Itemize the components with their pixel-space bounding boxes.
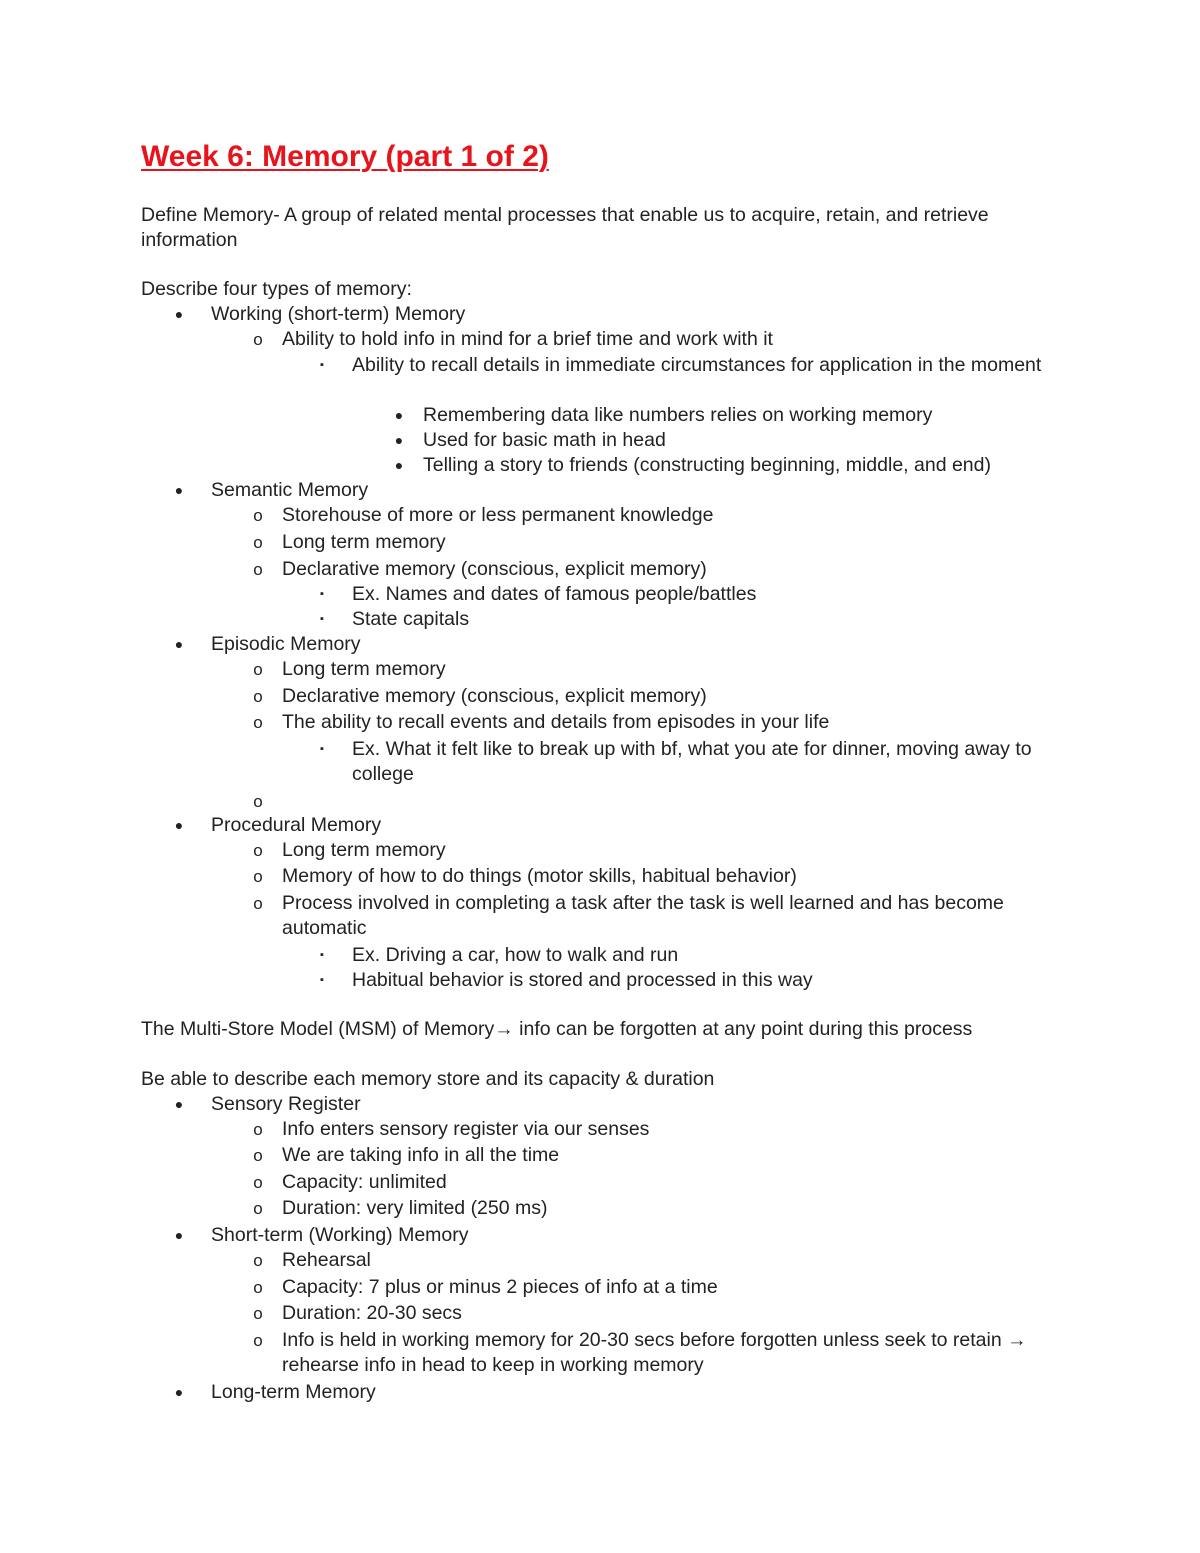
bullet-icon: ●	[174, 1384, 184, 1400]
list-item: ● Used for basic math in head	[423, 428, 666, 453]
list-item: o The ability to recall events and details from episodes in your life	[282, 710, 829, 735]
list-item: o Ability to hold info in mind for a brief time and work with it	[282, 327, 773, 352]
list-item: o We are taking info in all the time	[282, 1143, 559, 1168]
list-item: ▪ State capitals	[352, 607, 469, 632]
circle-bullet-icon: o	[253, 841, 263, 860]
bullet-icon: ●	[174, 482, 184, 498]
square-bullet-icon: ▪	[320, 359, 324, 371]
list-item: o Storehouse of more or less permanent knowledge	[282, 503, 713, 528]
circle-bullet-icon: o	[253, 1278, 263, 1297]
circle-bullet-icon: o	[253, 867, 263, 886]
list-item: o Duration: 20-30 secs	[282, 1301, 462, 1326]
msm-instruction: Be able to describe each memory store and its capacity & duration	[141, 1068, 715, 1090]
square-bullet-icon: ▪	[320, 974, 324, 986]
bullet-icon: ●	[394, 432, 404, 448]
square-bullet-icon: ▪	[320, 949, 324, 961]
list-item: o Process involved in completing a task after the task is well learned and has become automatic	[282, 891, 1022, 941]
circle-bullet-icon: o	[253, 1331, 263, 1350]
list-item: ▪ Ex. Driving a car, how to walk and run	[352, 943, 678, 968]
circle-bullet-icon: o	[253, 1304, 263, 1323]
circle-bullet-icon: o	[253, 1173, 263, 1192]
arrow-right-icon: →	[1007, 1329, 1027, 1351]
circle-bullet-icon: o	[253, 713, 263, 732]
four-types-heading: Describe four types of memory:	[141, 278, 412, 300]
list-item: ● Long-term Memory	[211, 1380, 376, 1405]
list-item: ● Sensory Register	[211, 1092, 361, 1117]
circle-bullet-icon: o	[253, 1120, 263, 1139]
list-item: o Long term memory	[282, 530, 446, 555]
circle-bullet-icon: o	[253, 1146, 263, 1165]
bullet-icon: ●	[174, 636, 184, 652]
circle-bullet-icon: o	[253, 894, 263, 913]
list-item: o Long term memory	[282, 838, 446, 863]
list-item: ● Semantic Memory	[211, 478, 368, 503]
square-bullet-icon: ▪	[320, 743, 324, 755]
list-item: ● Working (short-term) Memory	[211, 302, 465, 327]
circle-bullet-icon: o	[253, 560, 263, 579]
page-title: Week 6: Memory (part 1 of 2)	[141, 140, 549, 173]
list-item: o Rehearsal	[282, 1248, 371, 1273]
circle-bullet-icon: o	[253, 506, 263, 525]
circle-bullet-icon: o	[253, 1199, 263, 1218]
list-item: ● Remembering data like numbers relies on working memory	[423, 403, 932, 428]
list-item: ● Episodic Memory	[211, 632, 361, 657]
list-item: ▪ Habitual behavior is stored and processed in this way	[352, 968, 813, 993]
circle-bullet-icon: o	[253, 660, 263, 679]
list-item: o Capacity: unlimited	[282, 1170, 447, 1195]
bullet-icon: ●	[174, 306, 184, 322]
list-item: ● Procedural Memory	[211, 813, 381, 838]
circle-bullet-icon: o	[253, 533, 263, 552]
list-item: o Info is held in working memory for 20-30 secs before forgotten unless seek to retain → rehearse info in head to keep in working memory	[282, 1328, 1032, 1378]
list-item: ▪ Ability to recall details in immediate circumstances for application in the moment	[352, 353, 1052, 378]
square-bullet-icon: ▪	[320, 613, 324, 625]
list-item: ▪ Ex. What it felt like to break up with bf, what you ate for dinner, moving away to college	[352, 737, 1042, 787]
list-item: o Declarative memory (conscious, explicit memory)	[282, 557, 707, 582]
bullet-icon: ●	[394, 457, 404, 473]
msm-heading: The Multi-Store Model (MSM) of Memory→ info can be forgotten at any point during this process	[141, 1018, 973, 1040]
list-item: o Duration: very limited (250 ms)	[282, 1196, 548, 1221]
circle-bullet-icon: o	[253, 792, 263, 811]
define-memory-text: Define Memory- A group of related mental processes that enable us to acquire, retain, and retrieve information	[141, 204, 989, 251]
list-item: o Declarative memory (conscious, explicit memory)	[282, 684, 707, 709]
list-item: o Capacity: 7 plus or minus 2 pieces of info at a time	[282, 1275, 718, 1300]
circle-bullet-icon: o	[253, 1251, 263, 1270]
list-item: o Long term memory	[282, 657, 446, 682]
bullet-icon: ●	[174, 817, 184, 833]
list-item: ● Telling a story to friends (constructing beginning, middle, and end)	[423, 453, 991, 478]
bullet-icon: ●	[174, 1096, 184, 1112]
list-item: o Info enters sensory register via our senses	[282, 1117, 649, 1142]
square-bullet-icon: ▪	[320, 588, 324, 600]
list-item: ▪ Ex. Names and dates of famous people/battles	[352, 582, 756, 607]
bullet-icon: ●	[394, 407, 404, 423]
arrow-right-icon: →	[494, 1018, 514, 1040]
circle-bullet-icon: o	[253, 687, 263, 706]
list-item: o Memory of how to do things (motor skills, habitual behavior)	[282, 864, 797, 889]
list-item: ● Short-term (Working) Memory	[211, 1223, 469, 1248]
circle-bullet-icon: o	[253, 330, 263, 349]
bullet-icon: ●	[174, 1227, 184, 1243]
